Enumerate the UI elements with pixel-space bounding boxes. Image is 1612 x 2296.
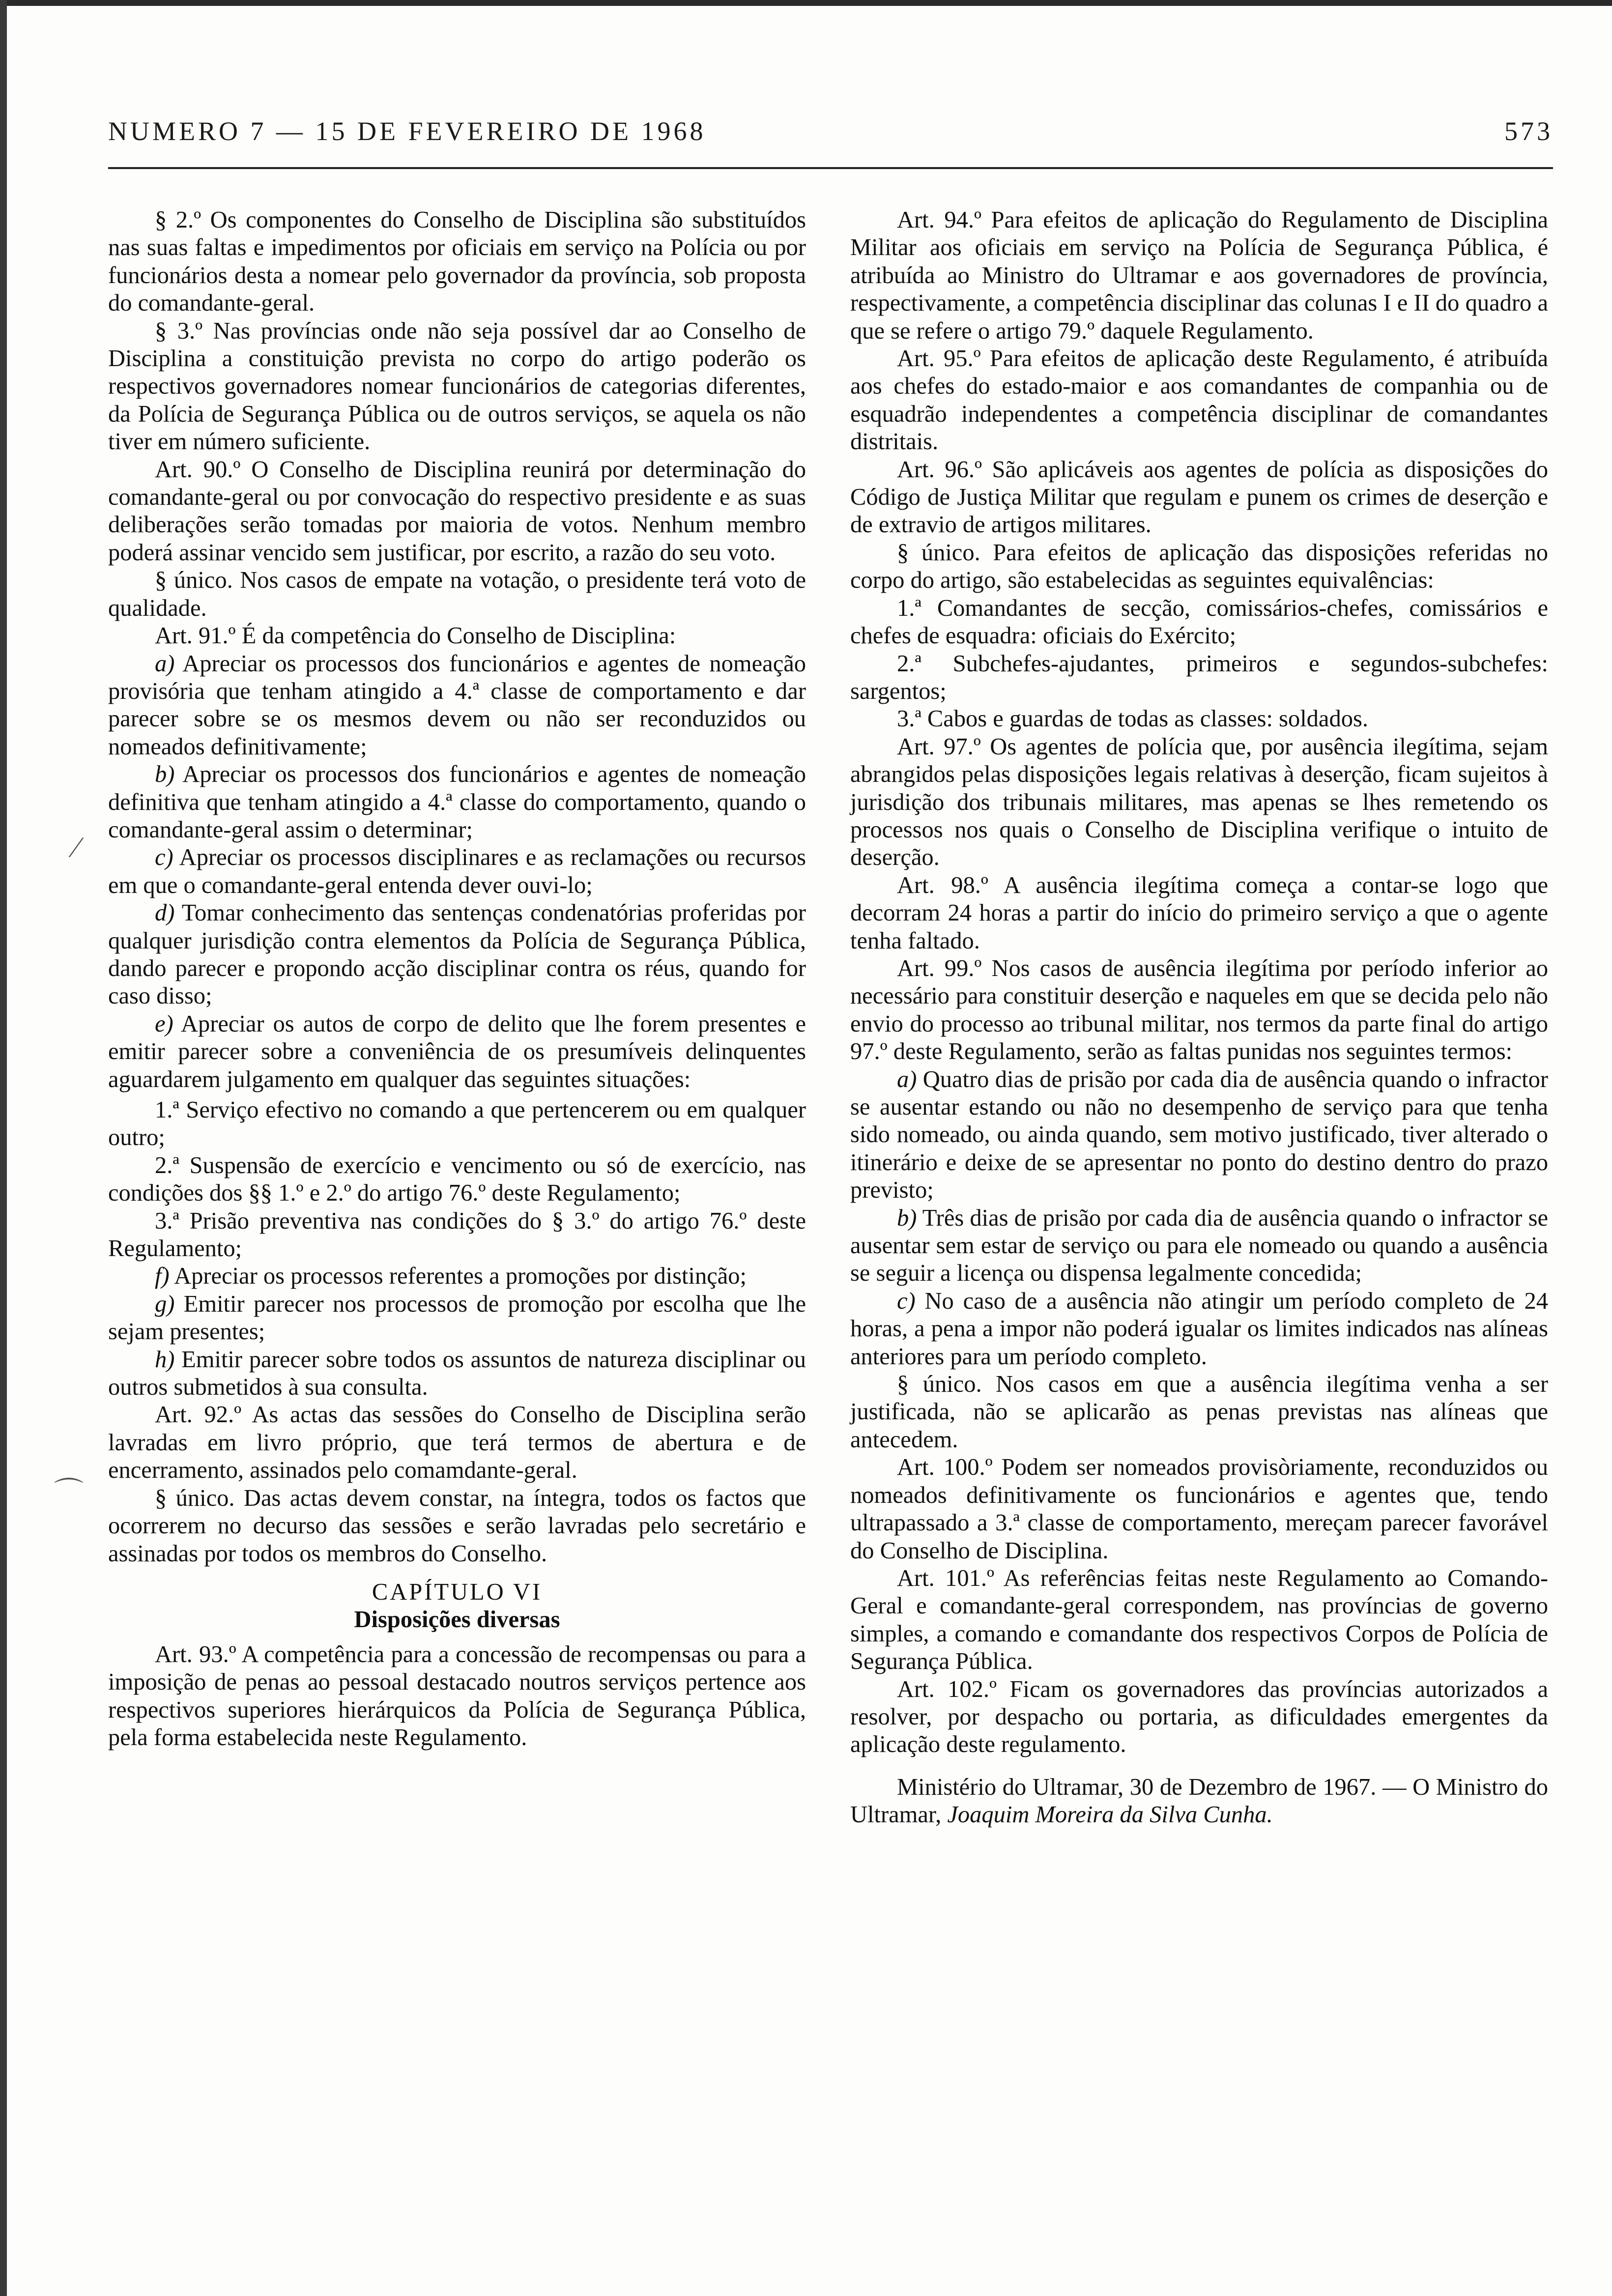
item-letter: h) [155,1346,175,1373]
item-letter: b) [155,761,175,788]
article-102: Art. 102.º Ficam os governadores das províncias autorizados a resolver, por despacho ou portaria, as dificuldades emergentes da aplicação deste regulamento. [850,1676,1548,1758]
item-letter: a) [155,650,175,677]
item-text: Quatro dias de prisão por cada dia de ausência quando o infractor se ausentar estando ou não no desempenho de serviço para que tenha sido nomeado, ou ainda quando, sem motivo justificado, tiver alterado o itinerário e deixe de se apresentar no ponto do destino dentro do prazo previsto; [850,1066,1548,1204]
paragraph: § único. Nos casos de empate na votação, o presidente terá voto de qualidade. [108,567,806,621]
item-letter: d) [155,900,175,926]
item-text: Apreciar os processos disciplinares e as reclamações ou recursos em que o comandante-geral entenda dever ouvi-lo; [108,844,806,898]
list-item [850,1066,1548,1205]
article-99: Art. 99.º Nos casos de ausência ilegítima por período inferior ao necessário para constituir deserção e naqueles em que se decida pelo não envio do processo ao tribunal militar, nos termos da parte final do artigo 97.º deste Regulamento, serão as faltas punidas nos seguintes termos: [850,955,1548,1065]
list-item [108,1010,806,1093]
list-item [108,1291,806,1346]
header-divider [108,167,1553,169]
article-92: Art. 92.º As actas das sessões do Conselho de Disciplina serão lavradas em livro próprio, que terá termos de abertura e de encerramento, assinados pelo comamdante-geral. [108,1402,806,1484]
item-letter: c) [897,1288,916,1314]
article-96: Art. 96.º São aplicáveis aos agentes de polícia as disposições do Código de Justiça Militar que regulam e punem os crimes de deserção e de extravio de artigos militares. [850,456,1548,538]
issue-title: NUMERO 7 — 15 DE FEVEREIRO DE 1968 [108,116,706,146]
article-100: Art. 100.º Podem ser nomeados provisòriamente, reconduzidos ou nomeados definitivamente os funcionários e agentes que, tendo ultrapassado a 3.ª classe de comportamento, mereçam parecer favorável do Conselho de Disciplina. [850,1454,1548,1564]
list-item [108,899,806,1010]
sub-item: 3.ª Cabos e guardas de todas as classes: soldados. [897,706,1368,732]
paragraph: § 2.º Os componentes do Conselho de Disciplina são substituídos nas suas faltas e impedimentos por oficiais em serviço na Polícia ou por funcionários desta a nomear pelo governador da província, sob proposta do comandante-geral. [108,207,806,316]
item-text: Tomar conhecimento das sentenças condenatórias proferidas por qualquer jurisdição contra elementos da Polícia de Segurança Pública, dando parecer e propondo acção disciplinar contra os réus, quando for caso disso; [108,900,806,1009]
article-98: Art. 98.º A ausência ilegítima começa a contar-se logo que decorram 24 horas a partir do início do primeiro serviço a que o agente tenha faltado. [850,872,1548,954]
list-item [108,650,806,761]
item-text: Emitir parecer nos processos de promoção por escolha que lhe sejam presentes; [108,1291,806,1345]
paragraph: § único. Das actas devem constar, na íntegra, todos os factos que ocorrerem no decurso das sessões e serão lavradas pelo secretário e assinadas por todos os membros do Conselho. [108,1485,806,1567]
margin-pencil-mark: ⌒ [54,1477,84,1509]
item-letter: g) [155,1291,175,1317]
sub-item: 2.ª Suspensão de exercício e vencimento ou só de exercício, nas condições dos §§ 1.º e 2.º do artigo 76.º deste Regulamento; [108,1152,806,1206]
right-column [850,206,1548,1829]
item-letter: a) [897,1066,917,1092]
item-text: Apreciar os autos de corpo de delito que lhe forem presentes e emitir parecer sobre a conveniência de os presumíveis delinquentes aguardarem julgamento em qualquer das seguintes situações: [108,1010,806,1092]
article-93: Art. 93.º A competência para a concessão de recompensas ou para a imposição de penas ao pessoal destacado noutros serviços pertence aos respectivos superiores hierárquicos da Polícia de Segurança Pública, pela forma estabelecida neste Regulamento. [108,1641,806,1751]
chapter-heading: CAPÍTULO VI [372,1578,543,1605]
item-text: Apreciar os processos dos funcionários e agentes de nomeação definitiva que tenham atingido a 4.ª classe do comportamento, quando o comandante-geral assim o determinar; [108,761,806,843]
item-text: No caso de a ausência não atingir um período completo de 24 horas, a pena a impor não poderá igualar os limites indicados nas alíneas anteriores para um período completo. [850,1288,1548,1370]
page-left-edge [0,0,7,2296]
signature-name: Joaquim Moreira da Silva Cunha. [947,1802,1273,1828]
article-90: Art. 90.º O Conselho de Disciplina reunirá por determinação do comandante-geral ou por convocação do respectivo presidente e as suas deliberações serão tomadas por maioria de votos. Nenhum membro poderá assinar vencido sem justificar, por escrito, a razão do seu voto. [108,456,806,566]
sub-item: 3.ª Prisão preventiva nas condições do § 3.º do artigo 76.º deste Regulamento; [108,1207,806,1262]
paragraph: § 3.º Nas províncias onde não seja possível dar ao Conselho de Disciplina a constituição prevista no corpo do artigo poderão os respectivos governadores nomear funcionários de categorias diferentes, da Polícia de Segurança Pública ou de outros serviços, se aquela os não tiver em número suficiente. [108,317,806,455]
page-number: 573 [1504,116,1553,146]
sub-item: 1.ª Serviço efectivo no comando a que pertencerem ou em qualquer outro; [108,1097,806,1151]
list-item [108,761,806,844]
item-text: Três dias de prisão por cada dia de ausência quando o infractor se ausentar sem estar de serviço ou para ele nomeado ou quando a ausência se seguir a licença ou dispensa legalmente concedida; [850,1205,1549,1287]
list-item [850,1205,1548,1288]
paragraph: § único. Nos casos em que a ausência ilegítima venha a ser justificada, não se aplicarão as penas previstas nas alíneas que antecedem. [850,1371,1548,1453]
list-item [108,844,806,899]
list-item [108,1263,806,1290]
article-101: Art. 101.º As referências feitas neste Regulamento ao Comando-Geral e comandante-geral correspondem, nas províncias de governo simples, a comando e comandante dos respectivos Corpos de Polícia de Segurança Pública. [850,1565,1548,1675]
item-letter: b) [897,1205,917,1231]
left-column [108,206,806,1751]
list-item [108,1346,806,1402]
sub-item: 1.ª Comandantes de secção, comissários-chefes, comissários e chefes de esquadra: oficiais do Exército; [850,595,1548,649]
item-text: Apreciar os processos dos funcionários e agentes de nomeação provisória que tenham atingido a 4.ª classe de comportamento e dar parecer sobre se os mesmos devem ou não ser reconduzidos ou nomeados definitivamente; [108,650,806,760]
article-97: Art. 97.º Os agentes de polícia que, por ausência ilegítima, sejam abrangidos pelas disposições legais relativas à deserção, ficam sujeitos à jurisdição dos tribunais militares, mas apenas se lhes remetendo os processos nos quais o Conselho de Disciplina verifique o intuito de deserção. [850,733,1548,871]
article-94: Art. 94.º Para efeitos de aplicação do Regulamento de Disciplina Militar aos oficiais em serviço na Polícia de Segurança Pública, é atribuída ao Ministro do Ultramar e aos governadores de província, respectivamente, a competência disciplinar das colunas I e II do quadro a que se refere o artigo 79.º daquele Regulamento. [850,207,1548,344]
article-91: Art. 91.º É da competência do Conselho de Disciplina: [155,623,676,649]
margin-pencil-mark: ⁄ [74,831,79,863]
item-text: Apreciar os processos referentes a promoções por distinção; [174,1263,747,1290]
page-header [108,116,1553,155]
article-95: Art. 95.º Para efeitos de aplicação deste Regulamento, é atribuída aos chefes do estado-maior e aos comandantes de companhia ou de esquadrão independentes a competência disciplinar de comandantes distritais. [850,345,1548,455]
item-letter: f) [155,1263,170,1290]
signature-block [850,1774,1548,1829]
section-title: Disposições diversas [354,1607,560,1633]
page-top-edge [0,0,1612,6]
item-letter: c) [155,844,173,871]
list-item [850,1288,1548,1371]
signature-text: Ministério do Ultramar, 30 de Dezembro de 1967. — O Ministro do Ultramar, [850,1774,1548,1828]
paragraph: § único. Para efeitos de aplicação das disposições referidas no corpo do artigo, são estabelecidas as seguintes equivalências: [850,539,1548,594]
item-letter: e) [155,1010,173,1037]
item-text: Emitir parecer sobre todos os assuntos de natureza disciplinar ou outros submetidos à sua consulta. [108,1346,806,1401]
sub-item: 2.ª Subchefes-ajudantes, primeiros e segundos-subchefes: sargentos; [850,650,1548,704]
